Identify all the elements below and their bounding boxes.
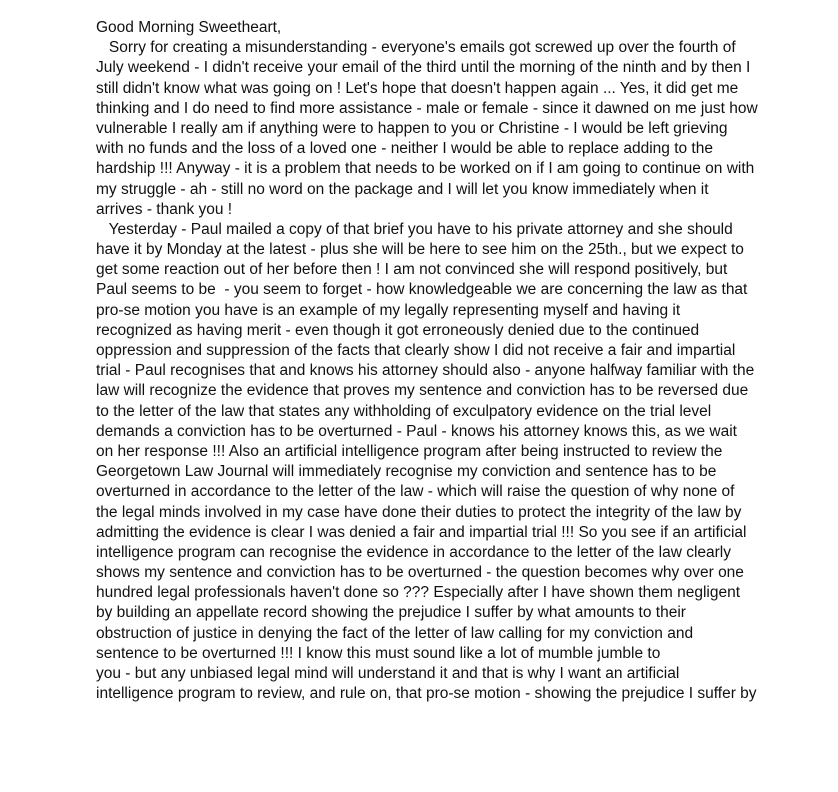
text-line: obstruction of justice in denying the fact of the letter of law calling for my conviction and — [96, 624, 694, 642]
text-line: have it by Monday at the latest - plus she will be here to see him on the 25th., but we expect to — [96, 241, 744, 259]
text-line: intelligence program can recognise the evidence in accordance to the letter of the law clearly — [96, 543, 732, 561]
text-line: Paul seems to be - you seem to forget - how knowledgeable we are concerning the law as that — [96, 281, 748, 299]
text-line: vulnerable I really am if anything were to happen to you or Christine - I would be left grieving — [96, 119, 728, 137]
text-line: the legal minds involved in my case have done their duties to protect the integrity of the law by — [96, 503, 742, 521]
text-line: intelligence program to review, and rule on, that pro-se motion - showing the prejudice I suffer by — [96, 685, 757, 703]
text-line: trial - Paul recognises that and knows his attorney should also - anyone halfway familiar with the — [96, 362, 755, 380]
text-line: arrives - thank you ! — [96, 200, 233, 218]
text-line: to the letter of the law that states any withholding of exculpatory evidence on the trial level — [96, 402, 712, 420]
text-line: my struggle - ah - still no word on the package and I will let you know immediately when it — [96, 180, 709, 198]
text-line: thinking and I do need to find more assistance - male or female - since it dawned on me just how — [96, 99, 758, 117]
text-line: shows my sentence and conviction has to be overturned - the question becomes why over one — [96, 564, 744, 582]
text-line: overturned in accordance to the letter of the law - which will raise the question of why none of — [96, 483, 735, 501]
text-line: Sorry for creating a misunderstanding - everyone's emails got screwed up over the fourth of — [96, 39, 736, 57]
text-line: pro-se motion you have is an example of my legally representing myself and having it — [96, 301, 681, 319]
text-line: demands a conviction has to be overturned - Paul - knows his attorney knows this, as we wait — [96, 422, 737, 440]
salutation: Good Morning Sweetheart, — [96, 19, 282, 36]
text-line: hundred legal professionals haven't done so ??? Especially after I have shown them negligent — [96, 584, 741, 602]
text-line: oppression and suppression of the facts that clearly show I did not receive a fair and impartial — [96, 342, 736, 359]
text-line: you - but any unbiased legal mind will understand it and that is why I want an artificial — [96, 665, 680, 682]
text-line: still didn't know what was going on ! Let's hope that doesn't happen again ... Yes, it did get me — [96, 79, 739, 97]
text-line: July weekend - I didn't receive your email of the third until the morning of the ninth and by then I — [96, 59, 751, 77]
text-line: sentence to be overturned !!! I know this must sound like a lot of mumble jumble to — [96, 644, 661, 662]
text-line: by building an appellate record showing the prejudice I suffer by what amounts to their — [96, 604, 686, 622]
text-line: recognized as having merit - even though it got erroneously denied due to the continued — [96, 321, 700, 339]
text-line: with no funds and the loss of a loved one - neither I would be able to replace adding to the — [96, 140, 713, 158]
text-line: get some reaction out of her before then ! I am not convinced she will respond positively, but — [96, 261, 728, 279]
text-line: hardship !!! Anyway - it is a problem that needs to be worked on if I am going to continue on with — [96, 160, 755, 178]
text-line: on her response !!! Also an artificial intelligence program after being instructed to review the — [96, 442, 723, 460]
letter-body — [96, 18, 776, 704]
text-line: Georgetown Law Journal will immediately recognise my conviction and sentence has to be — [96, 463, 717, 481]
text-line: law will recognize the evidence that proves my sentence and conviction has to be reversed due — [96, 382, 749, 400]
text-line: admitting the evidence is clear I was denied a fair and impartial trial !!! So you see if an artificial — [96, 523, 747, 541]
text-line: Yesterday - Paul mailed a copy of that brief you have to his private attorney and she should — [96, 220, 733, 238]
